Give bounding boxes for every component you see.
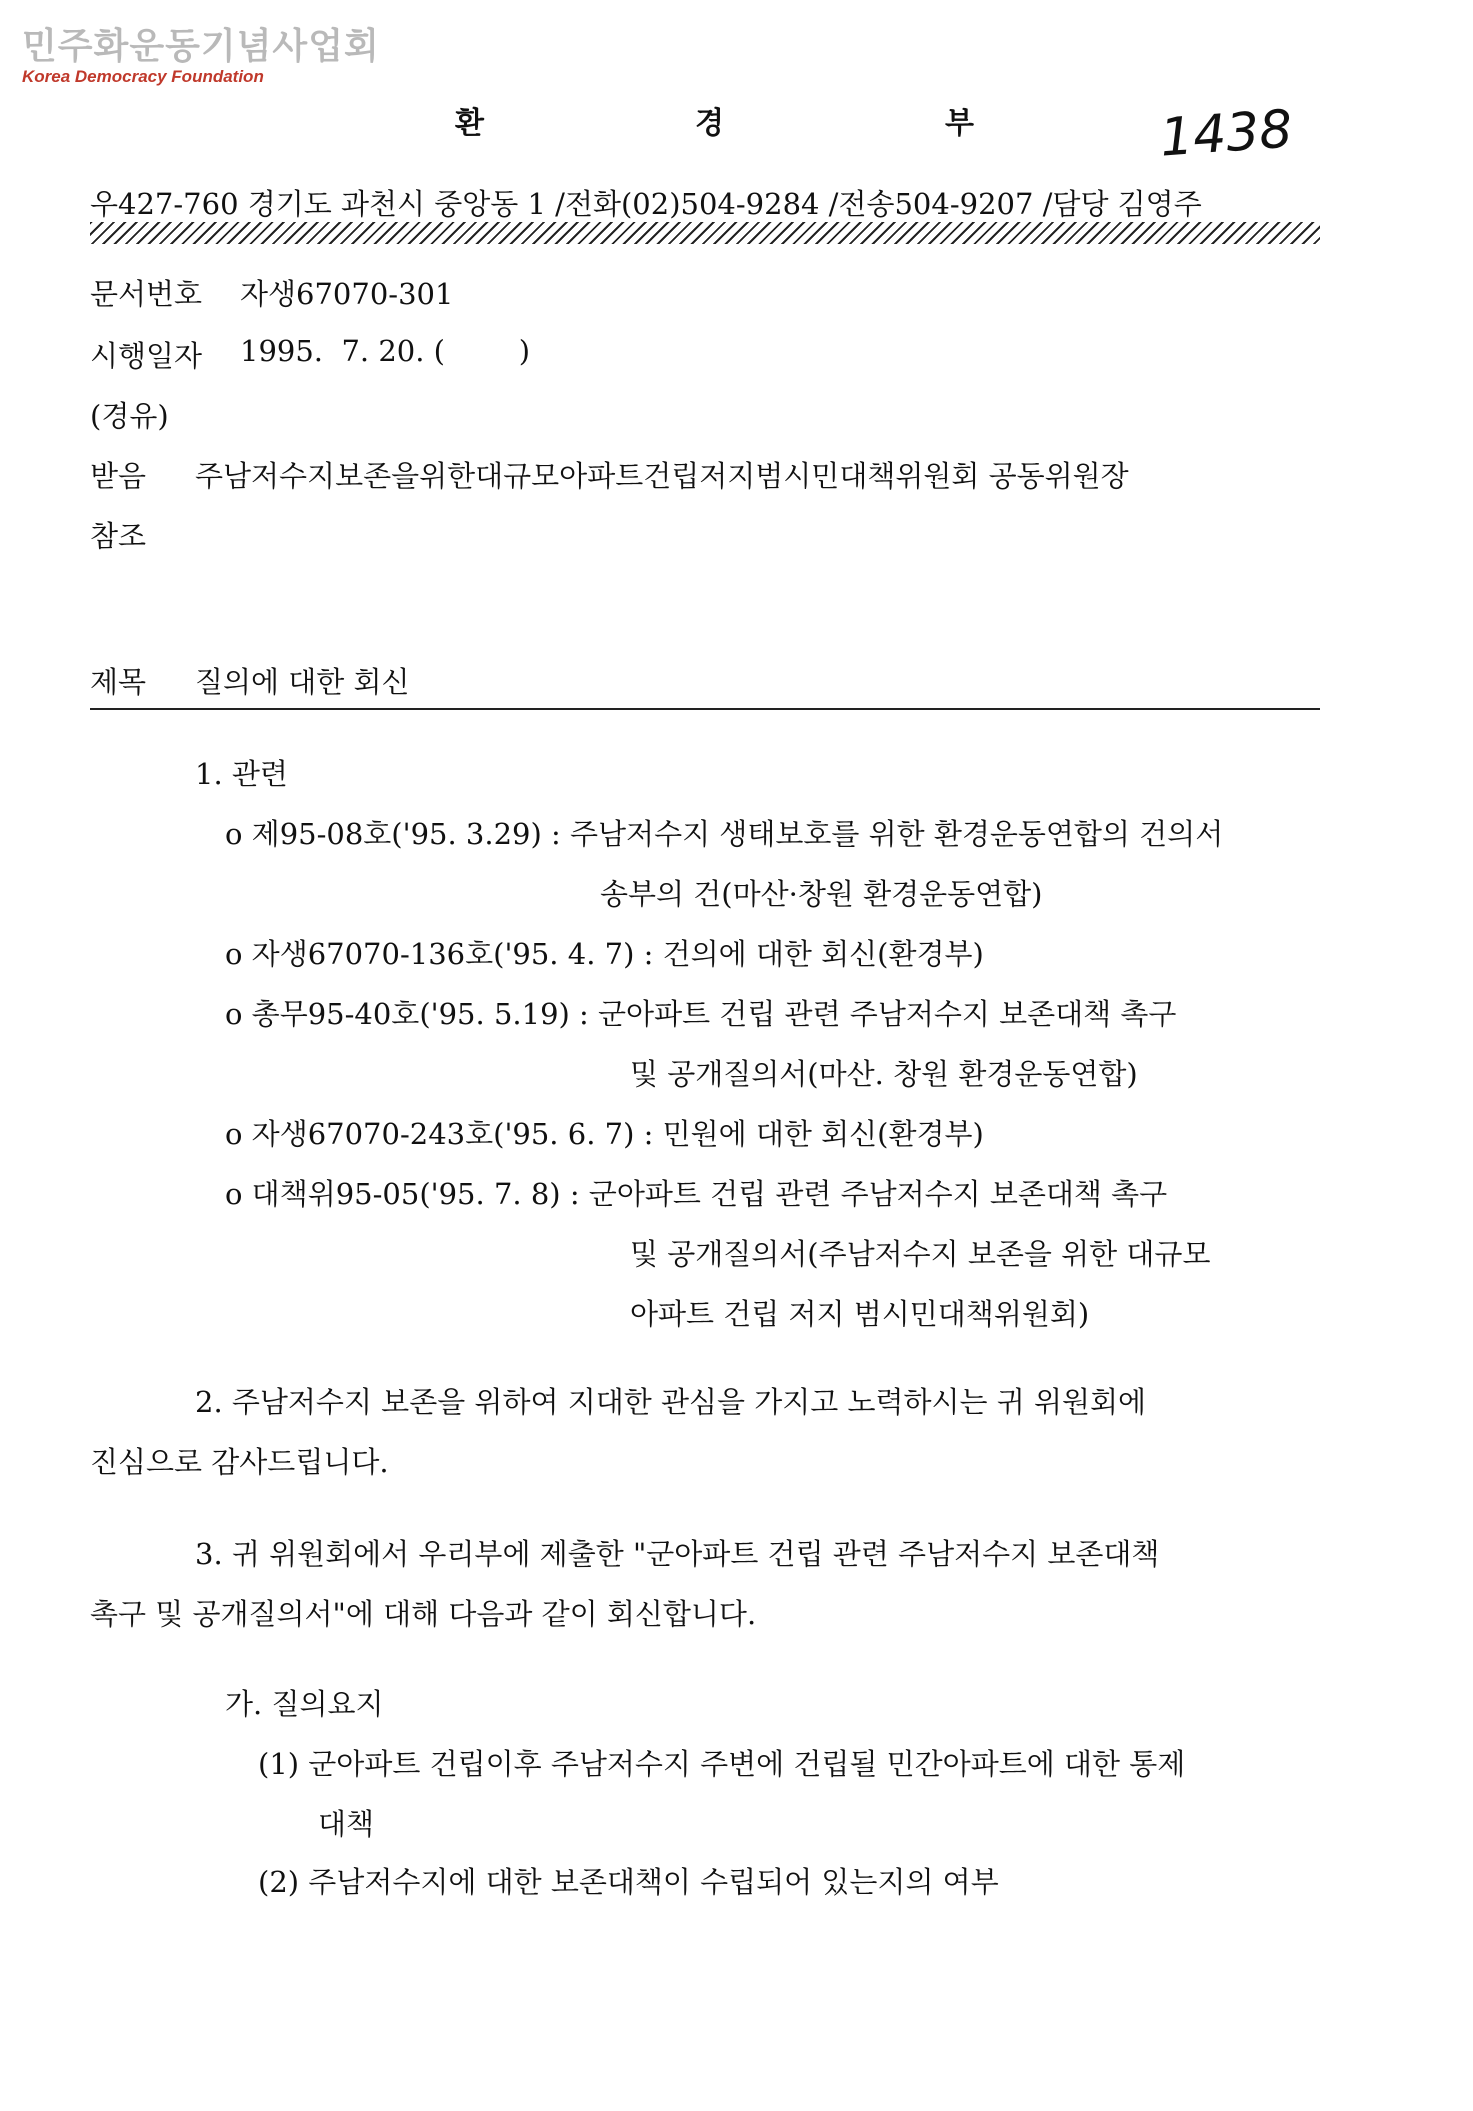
- ref-4-line-1: o 자생67070-243호('95. 6. 7) : 민원에 대한 회신(환경부): [225, 1117, 984, 1151]
- date-value: 1995. 7. 20. ( ): [240, 334, 531, 368]
- title-char-1: 환: [455, 106, 484, 141]
- doc-number-label: 문서번호: [90, 277, 203, 311]
- ref-3-line-2: 및 공개질의서(마산. 창원 환경운동연합): [630, 1057, 1138, 1091]
- question-1-line-2: 대책: [318, 1807, 375, 1841]
- question-1-line-1: (1) 군아파트 건립이후 주남저수지 주변에 건립될 민간아파트에 대한 통제: [258, 1747, 1186, 1781]
- foundation-watermark: [22, 18, 380, 87]
- ref-2-line-1: o 자생67070-136호('95. 4. 7) : 건의에 대한 회신(환경부): [225, 937, 984, 971]
- handwritten-number: 1438: [1158, 99, 1295, 169]
- subject-label: 제목: [90, 665, 147, 699]
- address-line: 우427-760 경기도 과천시 중앙동 1 /전화(02)504-9284 /전송504-9207 /담당 김영주: [90, 187, 1202, 221]
- question-2: (2) 주남저수지에 대한 보존대책이 수립되어 있는지의 여부: [258, 1865, 999, 1899]
- ref-1-line-2: 송부의 건(마산·창원 환경운동연합): [600, 877, 1043, 911]
- section-2-line-1: 2. 주남저수지 보존을 위하여 지대한 관심을 가지고 노력하시는 귀 위원회에: [195, 1385, 1147, 1419]
- watermark-english: Korea Democracy Foundation: [22, 67, 264, 86]
- section-3-line-1: 3. 귀 위원회에서 우리부에 제출한 "군아파트 건립 관련 주남저수지 보존대책: [195, 1537, 1160, 1571]
- section-2-line-2: 진심으로 감사드립니다.: [90, 1445, 389, 1479]
- watermark-korean: 민주화운동기념사업회: [22, 26, 380, 67]
- reference-label: 참조: [90, 519, 147, 553]
- recipient: 주남저수지보존을위한대규모아파트건립저지범시민대책위원회 공동위원장: [195, 459, 1129, 493]
- section-1-heading: 1. 관련: [195, 757, 288, 791]
- ref-1-line-1: o 제95-08호('95. 3.29) : 주남저수지 생태보호를 위한 환경운동연합의 건의서: [225, 817, 1224, 851]
- title-char-3: 부: [945, 106, 974, 141]
- hatched-divider: [90, 222, 1320, 244]
- via-label: (경유): [90, 399, 169, 433]
- subject-underline: [90, 708, 1320, 710]
- ref-5-line-3: 아파트 건립 저지 범시민대책위원회): [630, 1297, 1090, 1331]
- ref-5-line-2: 및 공개질의서(주남저수지 보존을 위한 대규모: [630, 1237, 1211, 1271]
- title-char-2: 경: [695, 106, 724, 141]
- recipient-label: 받음: [90, 459, 147, 493]
- ref-3-line-1: o 총무95-40호('95. 5.19) : 군아파트 건립 관련 주남저수지 보존대책 촉구: [225, 997, 1177, 1031]
- date-label: 시행일자: [90, 339, 203, 373]
- section-3-line-2: 촉구 및 공개질의서"에 대해 다음과 같이 회신합니다.: [90, 1597, 757, 1631]
- doc-number: 자생67070-301: [240, 277, 454, 311]
- ref-5-line-1: o 대책위95-05('95. 7. 8) : 군아파트 건립 관련 주남저수지 보존대책 촉구: [225, 1177, 1168, 1211]
- subject-text: 질의에 대한 회신: [195, 665, 410, 699]
- subsection-ga-heading: 가. 질의요지: [225, 1687, 384, 1721]
